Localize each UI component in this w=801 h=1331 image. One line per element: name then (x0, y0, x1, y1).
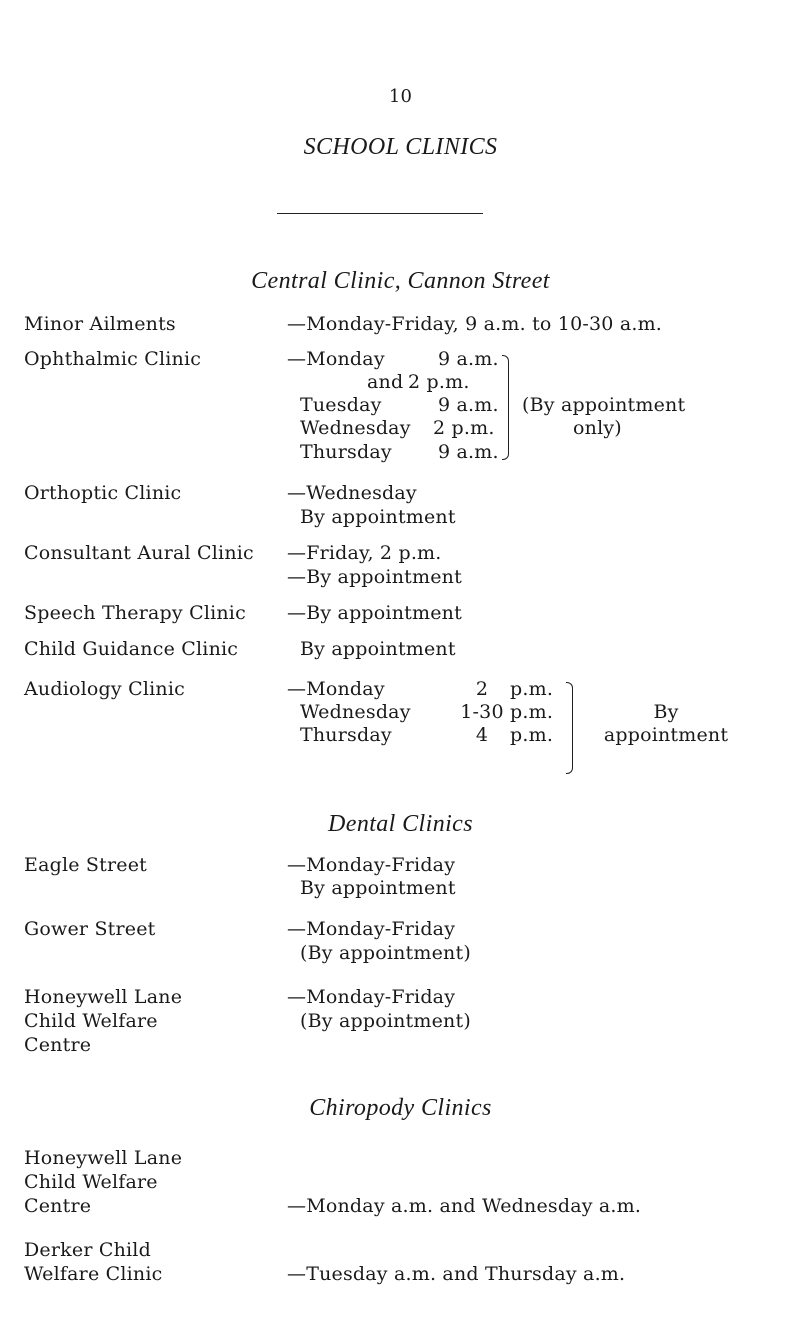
minor-ailments-time: —Monday-Friday, 9 a.m. to 10-30 a.m. (287, 313, 663, 335)
derker-label: Welfare Clinic (24, 1263, 163, 1285)
audiology-day: Thursday (300, 724, 392, 746)
speech-therapy-time: —By appointment (287, 602, 462, 624)
audiology-hour: 4 (475, 724, 489, 746)
ophthalmic-time: 9 a.m. (438, 348, 499, 370)
ophthalmic-brace (502, 355, 509, 460)
aural-note: —By appointment (287, 566, 462, 588)
honeywell-dental-label: Centre (24, 1034, 92, 1056)
page-number: 10 (388, 86, 413, 107)
ophthalmic-day: Wednesday (300, 417, 411, 439)
ophthalmic-time: 2 p.m. (433, 417, 495, 439)
page-title: SCHOOL CLINICS (303, 134, 498, 160)
ophthalmic-time: 9 a.m. (438, 394, 499, 416)
gower-street-label: Gower Street (24, 918, 156, 940)
child-guidance-time: By appointment (300, 638, 456, 660)
ophthalmic-day: and (367, 371, 404, 393)
eagle-street-time: —Monday-Friday (287, 854, 456, 876)
central-clinic-heading: Central Clinic, Cannon Street (251, 268, 550, 294)
ophthalmic-note: only) (573, 417, 622, 439)
orthoptic-note: By appointment (300, 506, 456, 528)
dental-clinics-heading: Dental Clinics (328, 811, 473, 837)
audiology-brace (566, 682, 573, 774)
gower-street-time: —Monday-Friday (287, 918, 456, 940)
honeywell-dental-time: —Monday-Friday (287, 986, 456, 1008)
eagle-street-label: Eagle Street (24, 854, 147, 876)
audiology-time: p.m. (510, 701, 554, 723)
title-divider (277, 213, 483, 214)
audiology-note: By (653, 701, 679, 723)
derker-time: —Tuesday a.m. and Thursday a.m. (287, 1263, 626, 1285)
honeywell-dental-note: (By appointment) (300, 1010, 471, 1032)
audiology-day: —Monday (287, 678, 385, 700)
honeywell-chiropody-label: Honeywell Lane (24, 1147, 183, 1169)
honeywell-chiropody-label: Child Welfare (24, 1171, 158, 1193)
honeywell-chiropody-time: —Monday a.m. and Wednesday a.m. (287, 1195, 642, 1217)
audiology-time: p.m. (510, 724, 554, 746)
ophthalmic-day: —Monday (287, 348, 385, 370)
ophthalmic-time: 9 a.m. (438, 441, 499, 463)
ophthalmic-day: Tuesday (300, 394, 382, 416)
minor-ailments-label: Minor Ailments (24, 313, 176, 335)
honeywell-chiropody-label: Centre (24, 1195, 92, 1217)
ophthalmic-time: 2 p.m. (408, 371, 470, 393)
ophthalmic-day: Thursday (300, 441, 392, 463)
orthoptic-label: Orthoptic Clinic (24, 482, 182, 504)
ophthalmic-label: Ophthalmic Clinic (24, 348, 202, 370)
audiology-label: Audiology Clinic (24, 678, 185, 700)
ophthalmic-note: (By appointment (522, 394, 686, 416)
audiology-time: p.m. (510, 678, 554, 700)
aural-time: —Friday, 2 p.m. (287, 542, 442, 564)
aural-label: Consultant Aural Clinic (24, 542, 254, 564)
derker-label: Derker Child (24, 1239, 151, 1261)
audiology-day: Wednesday (300, 701, 411, 723)
audiology-hour: 2 (475, 678, 489, 700)
chiropody-clinics-heading: Chiropody Clinics (309, 1095, 492, 1121)
speech-therapy-label: Speech Therapy Clinic (24, 602, 246, 624)
audiology-note: appointment (603, 724, 729, 746)
honeywell-dental-label: Child Welfare (24, 1010, 158, 1032)
child-guidance-label: Child Guidance Clinic (24, 638, 239, 660)
orthoptic-time: —Wednesday (287, 482, 417, 504)
gower-street-note: (By appointment) (300, 942, 471, 964)
eagle-street-note: By appointment (300, 877, 456, 899)
audiology-hour: 1-30 (460, 701, 504, 723)
honeywell-dental-label: Honeywell Lane (24, 986, 183, 1008)
